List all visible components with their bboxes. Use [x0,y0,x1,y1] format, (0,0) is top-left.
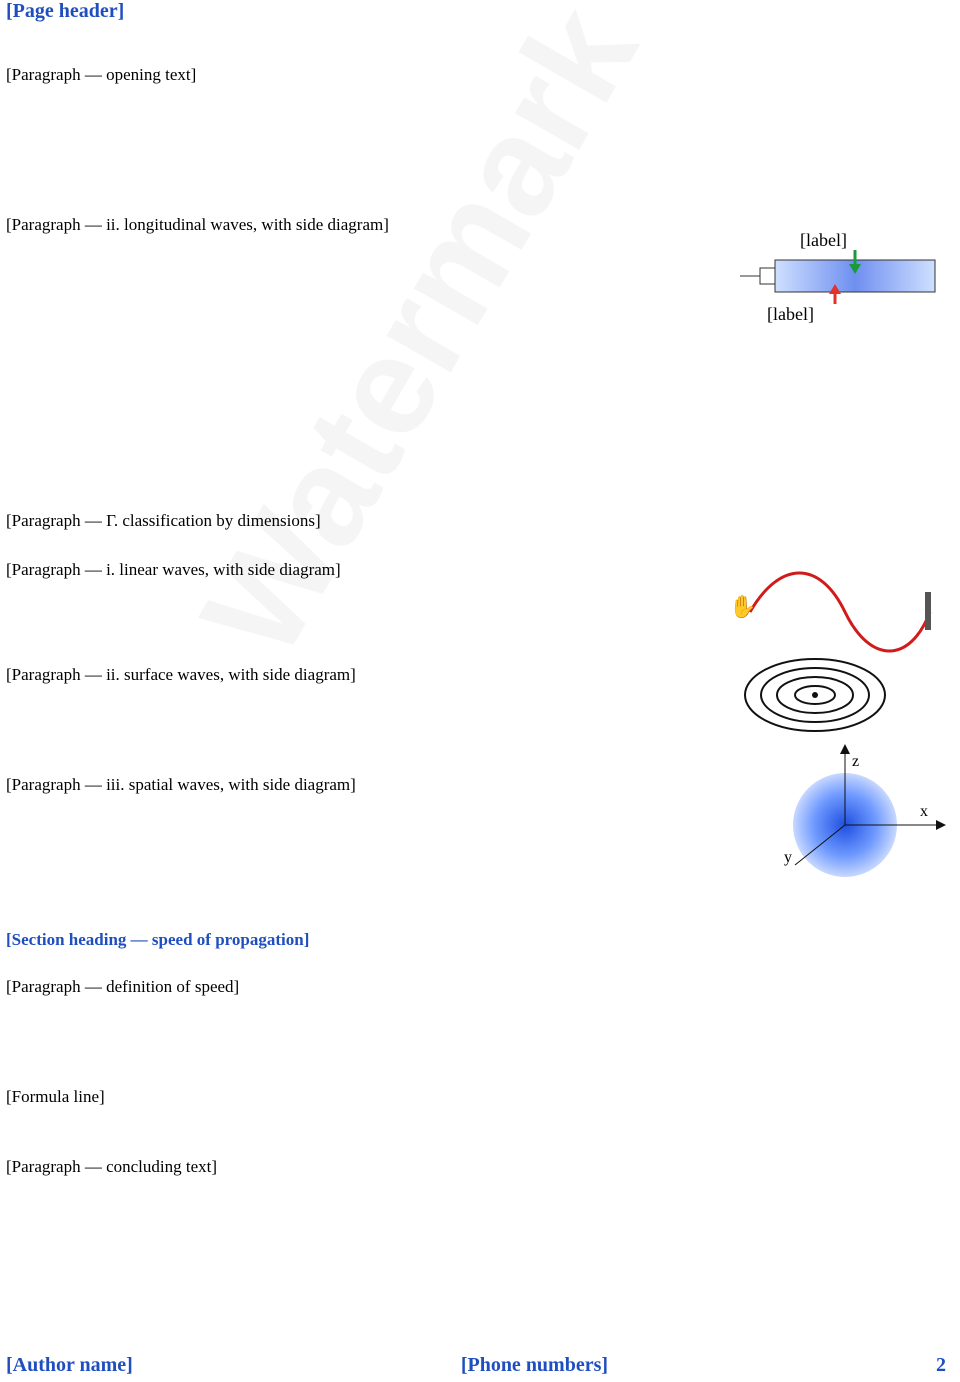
axis-x-label: x [920,803,928,820]
section-heading: [Section heading — speed of propagation] [6,930,310,949]
paragraph-3: [Paragraph — Γ. classification by dimensions] [6,511,321,530]
paragraph-4: [Paragraph — i. linear waves, with side diagram] [6,560,341,579]
longitudinal-wave-tube [735,220,945,330]
formula-line: [Formula line] [6,1087,105,1106]
axis-y-label: y [784,849,792,866]
paragraph-2: [Paragraph — ii. longitudinal waves, with side diagram] [6,215,389,234]
paragraph-6: [Paragraph — iii. spatial waves, with side diagram] [6,775,356,794]
footer-author: [Author name] [6,1354,133,1376]
axis-z-label: z [852,753,860,770]
footer-page-number: 2 [936,1354,946,1376]
tube-label-top: [label] [800,230,847,250]
tube-label-bottom: [label] [767,304,814,324]
paragraph-1: [Paragraph — opening text] [6,65,197,84]
page-header: [Page header] [6,0,125,22]
hand-icon: ✋ [729,594,757,619]
paragraph-8: [Paragraph — definition of speed] [6,977,240,996]
page-footer [6,1354,946,1377]
spatial-wave-sphere [770,740,950,880]
surface-wave-ripples [740,650,890,740]
paragraph-5: [Paragraph — ii. surface waves, with side diagram] [6,665,356,684]
paragraph-10: [Paragraph — concluding text] [6,1157,218,1176]
footer-phones: [Phone numbers] [460,1354,609,1376]
